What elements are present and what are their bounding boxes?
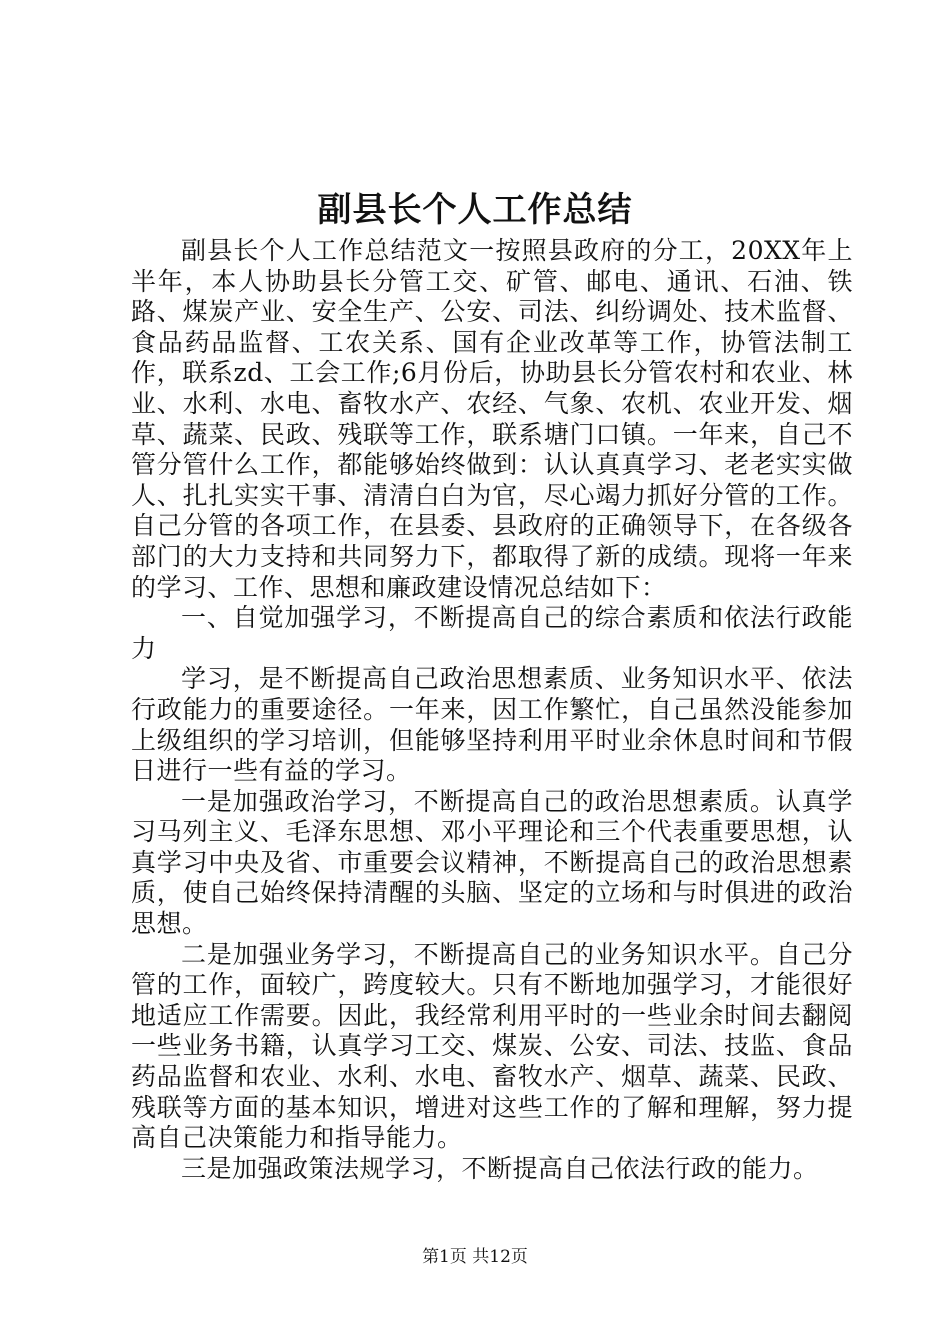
document-title: 副县长个人工作总结 [317, 190, 633, 230]
section-heading-1: 一、自觉加强学习，不断提高自己的综合素质和依法行政能力 [131, 603, 853, 663]
paragraph-learning: 学习，是不断提高自己政治思想素质、业务知识水平、依法行政能力的重要途径。一年来，因工作繁忙，自己虽然没能参加上级组织的学习培训，但能够坚持利用平时业余休息时间和节假日进行一些有益的学习。 [131, 664, 853, 786]
paragraph-business-study: 二是加强业务学习，不断提高自己的业务知识水平。自己分管的工作，面较广，跨度较大。只有不断地加强学习，才能很好地适应工作需要。因此，我经常利用平时的一些业余时间去翻阅一些业务书籍，认真学习工交、煤炭、公安、司法、技监、食品药品监督和农业、水利、水电、畜牧水产、烟草、蔬菜、民政、残联等方面的基本知识，增进对这些工作的了解和理解，努力提高自己决策能力和指导能力。 [131, 939, 853, 1153]
paragraph-intro: 副县长个人工作总结范文一按照县政府的分工，20XX年上半年，本人协助县长分管工交、矿管、邮电、通讯、石油、铁路、煤炭产业、安全生产、公安、司法、纠纷调处、技术监督、食品药品监督、工农关系、国有企业改革等工作，协管法制工作，联系zd、工会工作;6月份后，协助县长分管农村和农业、林业、水利、水电、畜牧水产、农经、气象、农机、农业开发、烟草、蔬菜、民政、残联等工作，联系塘门口镇。一年来，自己不管分管什么工作，都能够始终做到：认认真真学习、老老实实做人、扎扎实实干事、清清白白为官，尽心竭力抓好分管的工作。自己分管的各项工作，在县委、县政府的正确领导下，在各级各部门的大力支持和共同努力下，都取得了新的成绩。现将一年来的学习、工作、思想和廉政建设情况总结如下： [131, 236, 853, 602]
document-body [131, 236, 853, 1184]
paragraph-political-study: 一是加强政治学习，不断提高自己的政治思想素质。认真学习马列主义、毛泽东思想、邓小平理论和三个代表重要思想，认真学习中央及省、市重要会议精神，不断提高自己的政治思想素质，使自己始终保持清醒的头脑、坚定的立场和与时俱进的政治思想。 [131, 786, 853, 939]
paragraph-policy-study: 三是加强政策法规学习，不断提高自己依法行政的能力。 [181, 1153, 819, 1183]
page-number-footer: 第1页 共12页 [422, 1247, 528, 1267]
